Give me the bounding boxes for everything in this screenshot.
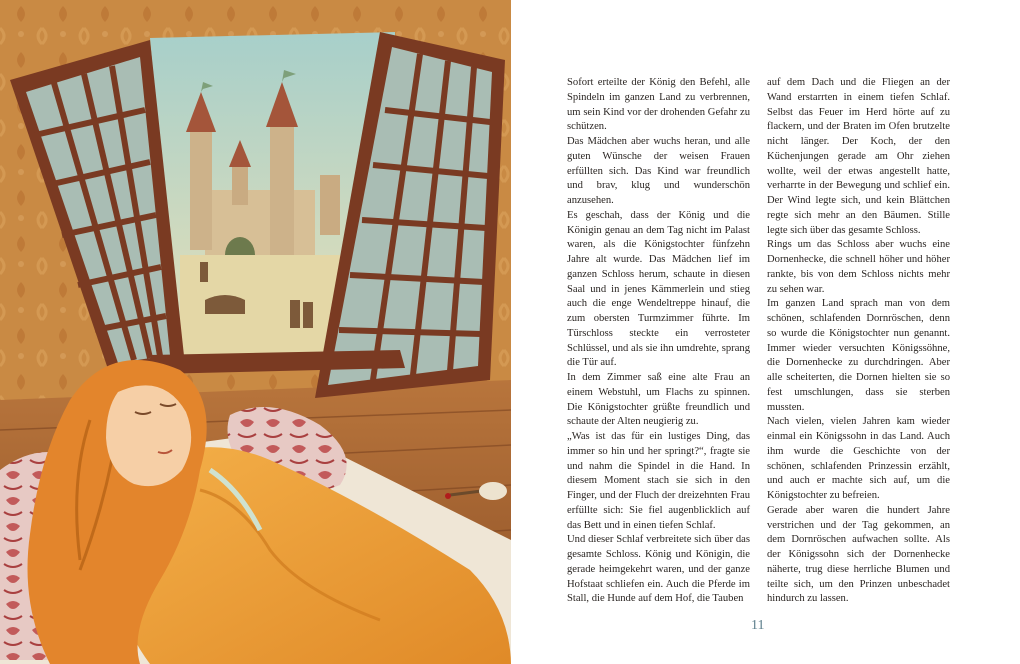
paragraph: Gerade aber waren die hundert Jahre verstrichen und der Tag gekommen, an dem Dornröschen aufwachen sollte. Als der Königssohn sich der Dornenhecke näherte, trug diese herrliche Blumen und teilte sich, um den Prinzen unbeschadet hindurch zu lassen. (767, 504, 950, 605)
text-page (511, 0, 1020, 664)
paragraph: Und dieser Schlaf verbreitete sich über das gesamte Schloss. König und Königin, die gerade heimgekehrt waren, und der ganze Hofstaat schliefen ein. Auch die Pferde im Stall, die Hunde auf dem Hof, die Tauben (567, 534, 750, 605)
paragraph: Das Mädchen aber wuchs heran, und alle guten Wünsche der weisen Frauen erfüllten sich. Das Kind war freundlich und brav, klug und wunderschön anzusehen. (567, 136, 750, 206)
paragraph: Im ganzen Land sprach man von dem schönen, schlafenden Dornröschen, denn so wurde die Königstochter nun genannt. Immer wieder versuchten Königssöhne, die Dornenhecke zu durchdringen. Aber alle scheiterten, die Dornen hielten sie so fest umschlungen, dass sie sterben mussten. (767, 298, 950, 413)
text-column-right (767, 76, 950, 607)
paragraph: Es geschah, dass der König und die Königin genau an dem Tag nicht im Palast waren, als die Königstochter fünfzehn Jahre alt wurde. Das Mädchen lief im ganzen Schloss herum, schaute in diesen Saal und in jenes Kämmerlein und stieg auch die enge Wendeltreppe hinauf, die zum obersten Turmzimmer führte. Im Türschloss steckte ein verrosteter Schlüssel, und als sie ihn umdrehte, sprang die Tür auf. (567, 209, 750, 369)
paragraph: auf dem Dach und die Fliegen an der Wand erstarrten in einem tiefen Schlaf. Selbst das Feuer im Herd hörte auf zu flackern, und der Braten im Ofen brutzelte nicht länger. Der Koch, der den Küchenjungen gerade am Ohr ziehen wollte, weil der etwas angestellt hatte, verharrte in der Bewegung und schlief ein. Der Wind legte sich, und kein Blättchen regte sich mehr an den Bäumen. Stille legte sich über das gesamte Schloss. (767, 77, 950, 236)
paragraph: „Was ist das für ein lustiges Ding, das immer so hin und her springt?“, fragte sie und nahm die Spindel in die Hand. In diesem Moment stach sie sich in den Finger, und der Fluch der dreizehnten Frau erfüllte sich: Sie fiel augenblicklich auf das Bett und in einen tiefen Schlaf. (567, 431, 750, 531)
paragraph: In dem Zimmer saß eine alte Frau an einem Webstuhl, um Flachs zu spinnen. Die Königstochter grüßte freundlich und schaute der Alten neugierig zu. (567, 372, 750, 428)
text-column-left (567, 76, 750, 607)
paragraph: Nach vielen, vielen Jahren kam wieder einmal ein Königssohn in das Land. Auch ihm wurde die Geschichte von der schönen, schlafenden Prinzessin erzählt, und auch er machte sich auf, um die Königstochter zu befreien. (767, 416, 950, 501)
page-number: 11 (751, 618, 765, 633)
paragraph: Rings um das Schloss aber wuchs eine Dornenhecke, die schnell höher und höher rankte, bis von dem Schloss nichts mehr zu sehen war. (767, 239, 950, 295)
paragraph: Sofort erteilte der König den Befehl, alle Spindeln im ganzen Land zu verbrennen, um sein Kind vor der drohenden Gefahr zu schützen. (567, 77, 750, 133)
